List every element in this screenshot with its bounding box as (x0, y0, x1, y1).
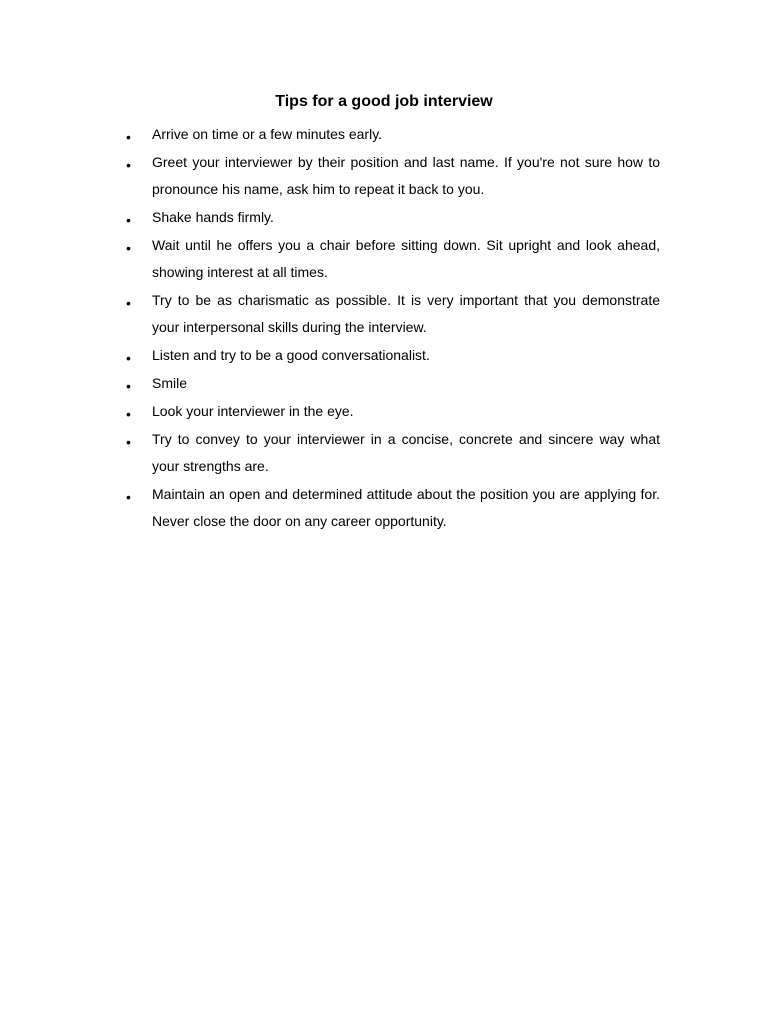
list-item (0, 204, 768, 231)
tip-text: Wait until he offers you a chair before sitting down. Sit upright and look ahead, showing interest at all times. (152, 237, 660, 280)
list-item (0, 232, 768, 286)
tips-list (0, 121, 768, 536)
bullet-icon: • (126, 434, 131, 450)
tip-text: Greet your interviewer by their position and last name. If you're not sure how to pronounce his name, ask him to repeat it back to you. (152, 154, 660, 197)
list-item (0, 342, 768, 369)
list-item (0, 287, 768, 341)
bullet-icon: • (126, 129, 131, 145)
bullet-icon: • (126, 295, 131, 311)
page-title: Tips for a good job interview (275, 93, 493, 110)
bullet-icon: • (126, 378, 131, 394)
tip-text: Look your interviewer in the eye. (152, 403, 354, 419)
list-item (0, 149, 768, 203)
tip-text: Shake hands firmly. (152, 209, 274, 225)
bullet-icon: • (126, 350, 131, 366)
list-item (0, 121, 768, 148)
bullet-icon: • (126, 212, 131, 228)
tip-text: Try to convey to your interviewer in a concise, concrete and sincere way what your strengths are. (152, 431, 660, 474)
list-item (0, 370, 768, 397)
tip-text: Maintain an open and determined attitude about the position you are applying for. Never close the door on any career opportunity. (152, 486, 660, 529)
tip-text: Smile (152, 375, 188, 391)
tip-text: Try to be as charismatic as possible. It is very important that you demonstrate your interpersonal skills during the interview. (152, 292, 660, 335)
tip-text: Listen and try to be a good conversationalist. (152, 347, 430, 363)
bullet-icon: • (126, 240, 131, 256)
list-item (0, 426, 768, 480)
bullet-icon: • (126, 157, 131, 173)
list-item (0, 481, 768, 535)
tip-text: Arrive on time or a few minutes early. (152, 126, 383, 142)
bullet-icon: • (126, 406, 131, 422)
bullet-icon: • (126, 489, 131, 505)
list-item (0, 398, 768, 425)
